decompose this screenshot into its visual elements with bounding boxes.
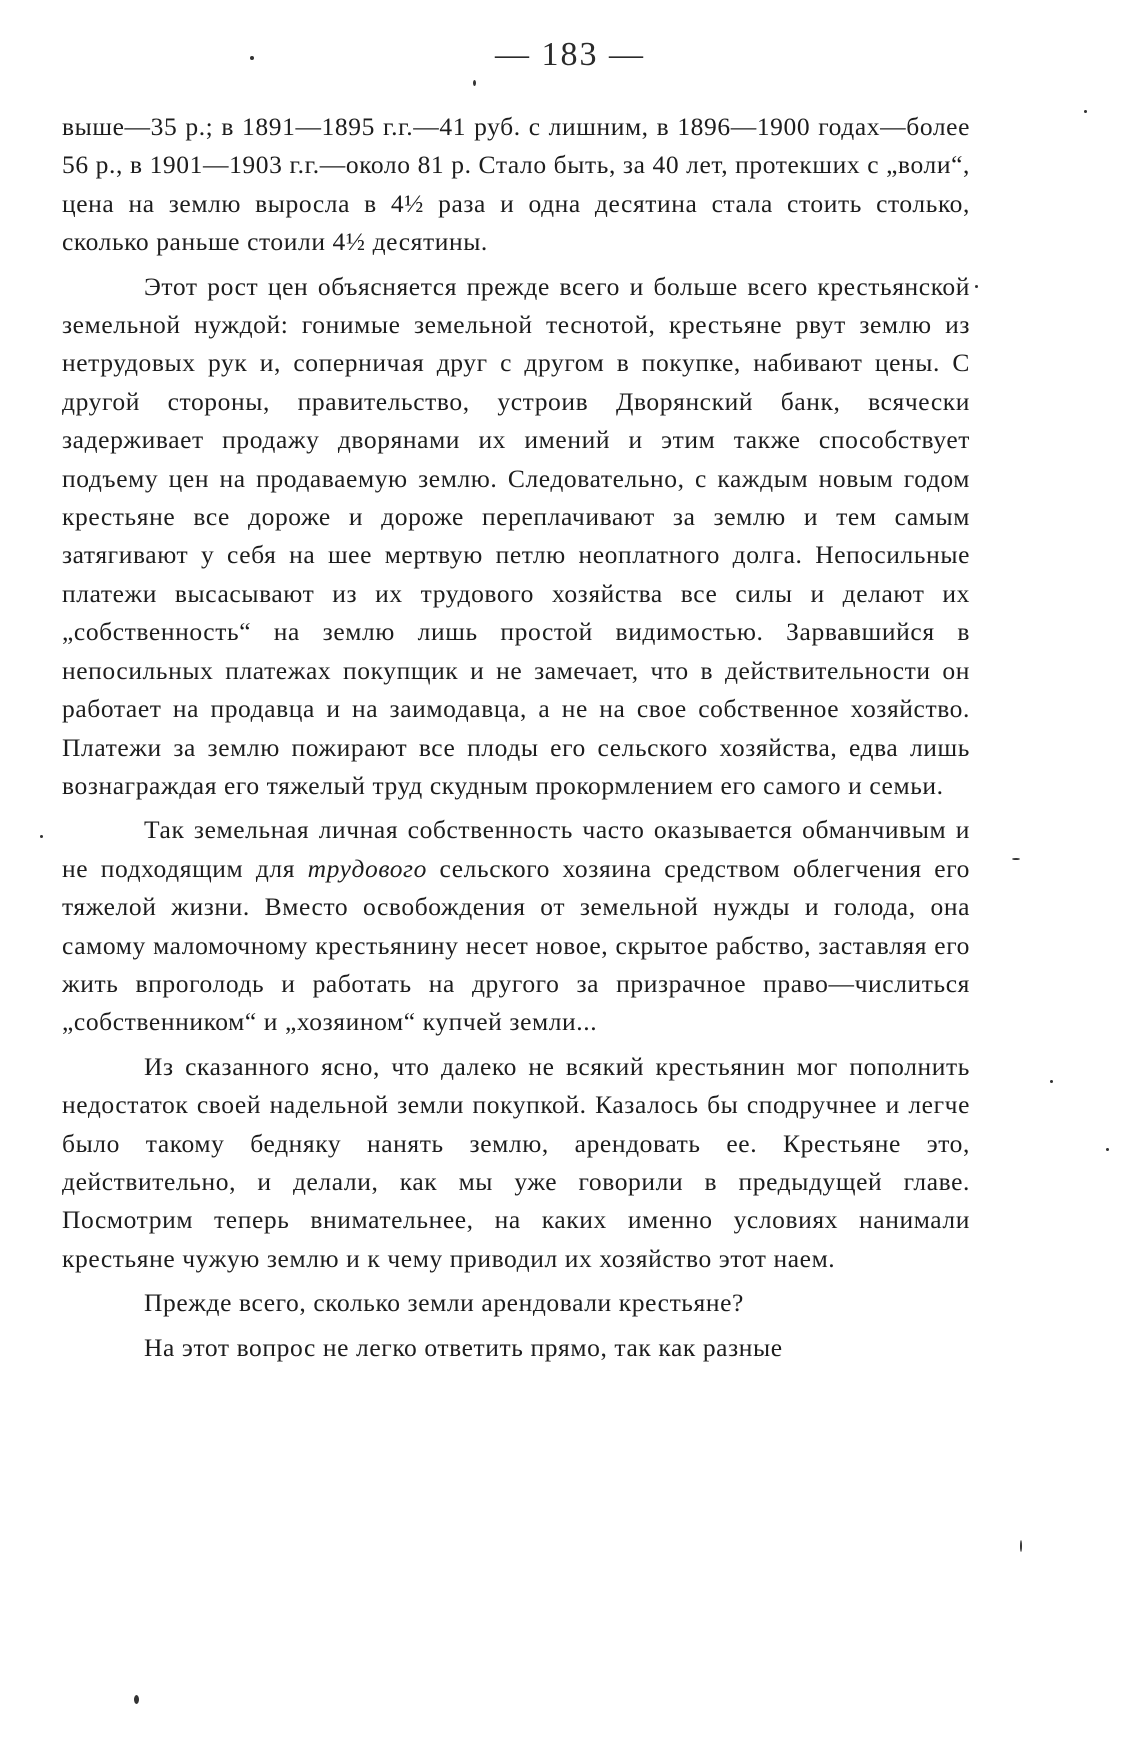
page-number: — 183 — (495, 36, 645, 73)
paragraph-3-emphasis: трудового (307, 853, 427, 883)
paragraph-3-after: сельского хозяина средством облегчения его тяжелой жизни. Вместо освобождения от земельной нужды и голода, она самому маломочному крестьянину несет новое, скрытое рабство, заставляя его жить впроголодь и работать на другого за призрачное право—числиться „собственником“ и „хозяином“ купчей земли... (62, 853, 970, 1037)
paragraph-1: выше—35 р.; в 1891—1895 г.г.—41 руб. с лишним, в 1896—1900 годах—более 56 р., в 1901—1903 г.г.—около 81 р. Стало быть, за 40 лет, протекших с „воли“, цена на землю выросла в 4½ раза и одна десятина стала стоить столько, сколько раньше стоили 4½ десятины. (62, 112, 970, 257)
paragraph-4: Из сказанного ясно, что далеко не всякий крестьянин мог пополнить недостаток своей надельной земли покупкой. Казалось бы сподручнее и легче было такому бедняку нанять землю, арендовать ее. Крестьяне это, действительно, и делали, как мы уже говорили в предыдущей главе. Посмотрим теперь внимательнее, на каких именно условиях нанимали крестьяне чужую землю и к чему приводил их хозяйство этот наем. (62, 1051, 970, 1273)
body-text (62, 108, 970, 1373)
paragraph-5: Прежде всего, сколько земли арендовали крестьяне? (144, 1288, 744, 1318)
paragraph-3 (62, 811, 970, 1041)
paragraph-6: На этот вопрос не легко ответить прямо, так как разные (144, 1332, 783, 1362)
paragraph-3-before: Так земельная личная собственность часто оказывается обманчивым и не подходящим для (62, 815, 970, 883)
paragraph-2: Этот рост цен объясняется прежде всего и больше всего крестьянской земельной нуждой: гонимые земельной теснотой, крестьяне рвут землю из нетрудовых рук и, соперничая друг с другом в покупке, набивают цены. С другой стороны, правительство, устроив Дворянский банк, всячески задерживает продажу дворянами их имений и этим также способствует подъему цен на продаваемую землю. Следовательно, с каждым новым годом крестьяне все дороже и дороже переплачивают за землю и тем самым затягивают у себя на шее мертвую петлю неоплатного долга. Непосильные платежи высасывают из их трудового хозяйства все силы и делают их „собственность“ на землю лишь простой видимостью. Зарвавшийся в непосильных платежах покупщик и не замечает, что в действительности он работает на продавца и на заимодавца, а не на свое собственное хозяйство. Платежи за землю пожирают все плоды его сельского хозяйства, едва лишь вознаграждая его тяжелый труд скудным прокормлением его самого и семьи. (62, 271, 970, 800)
